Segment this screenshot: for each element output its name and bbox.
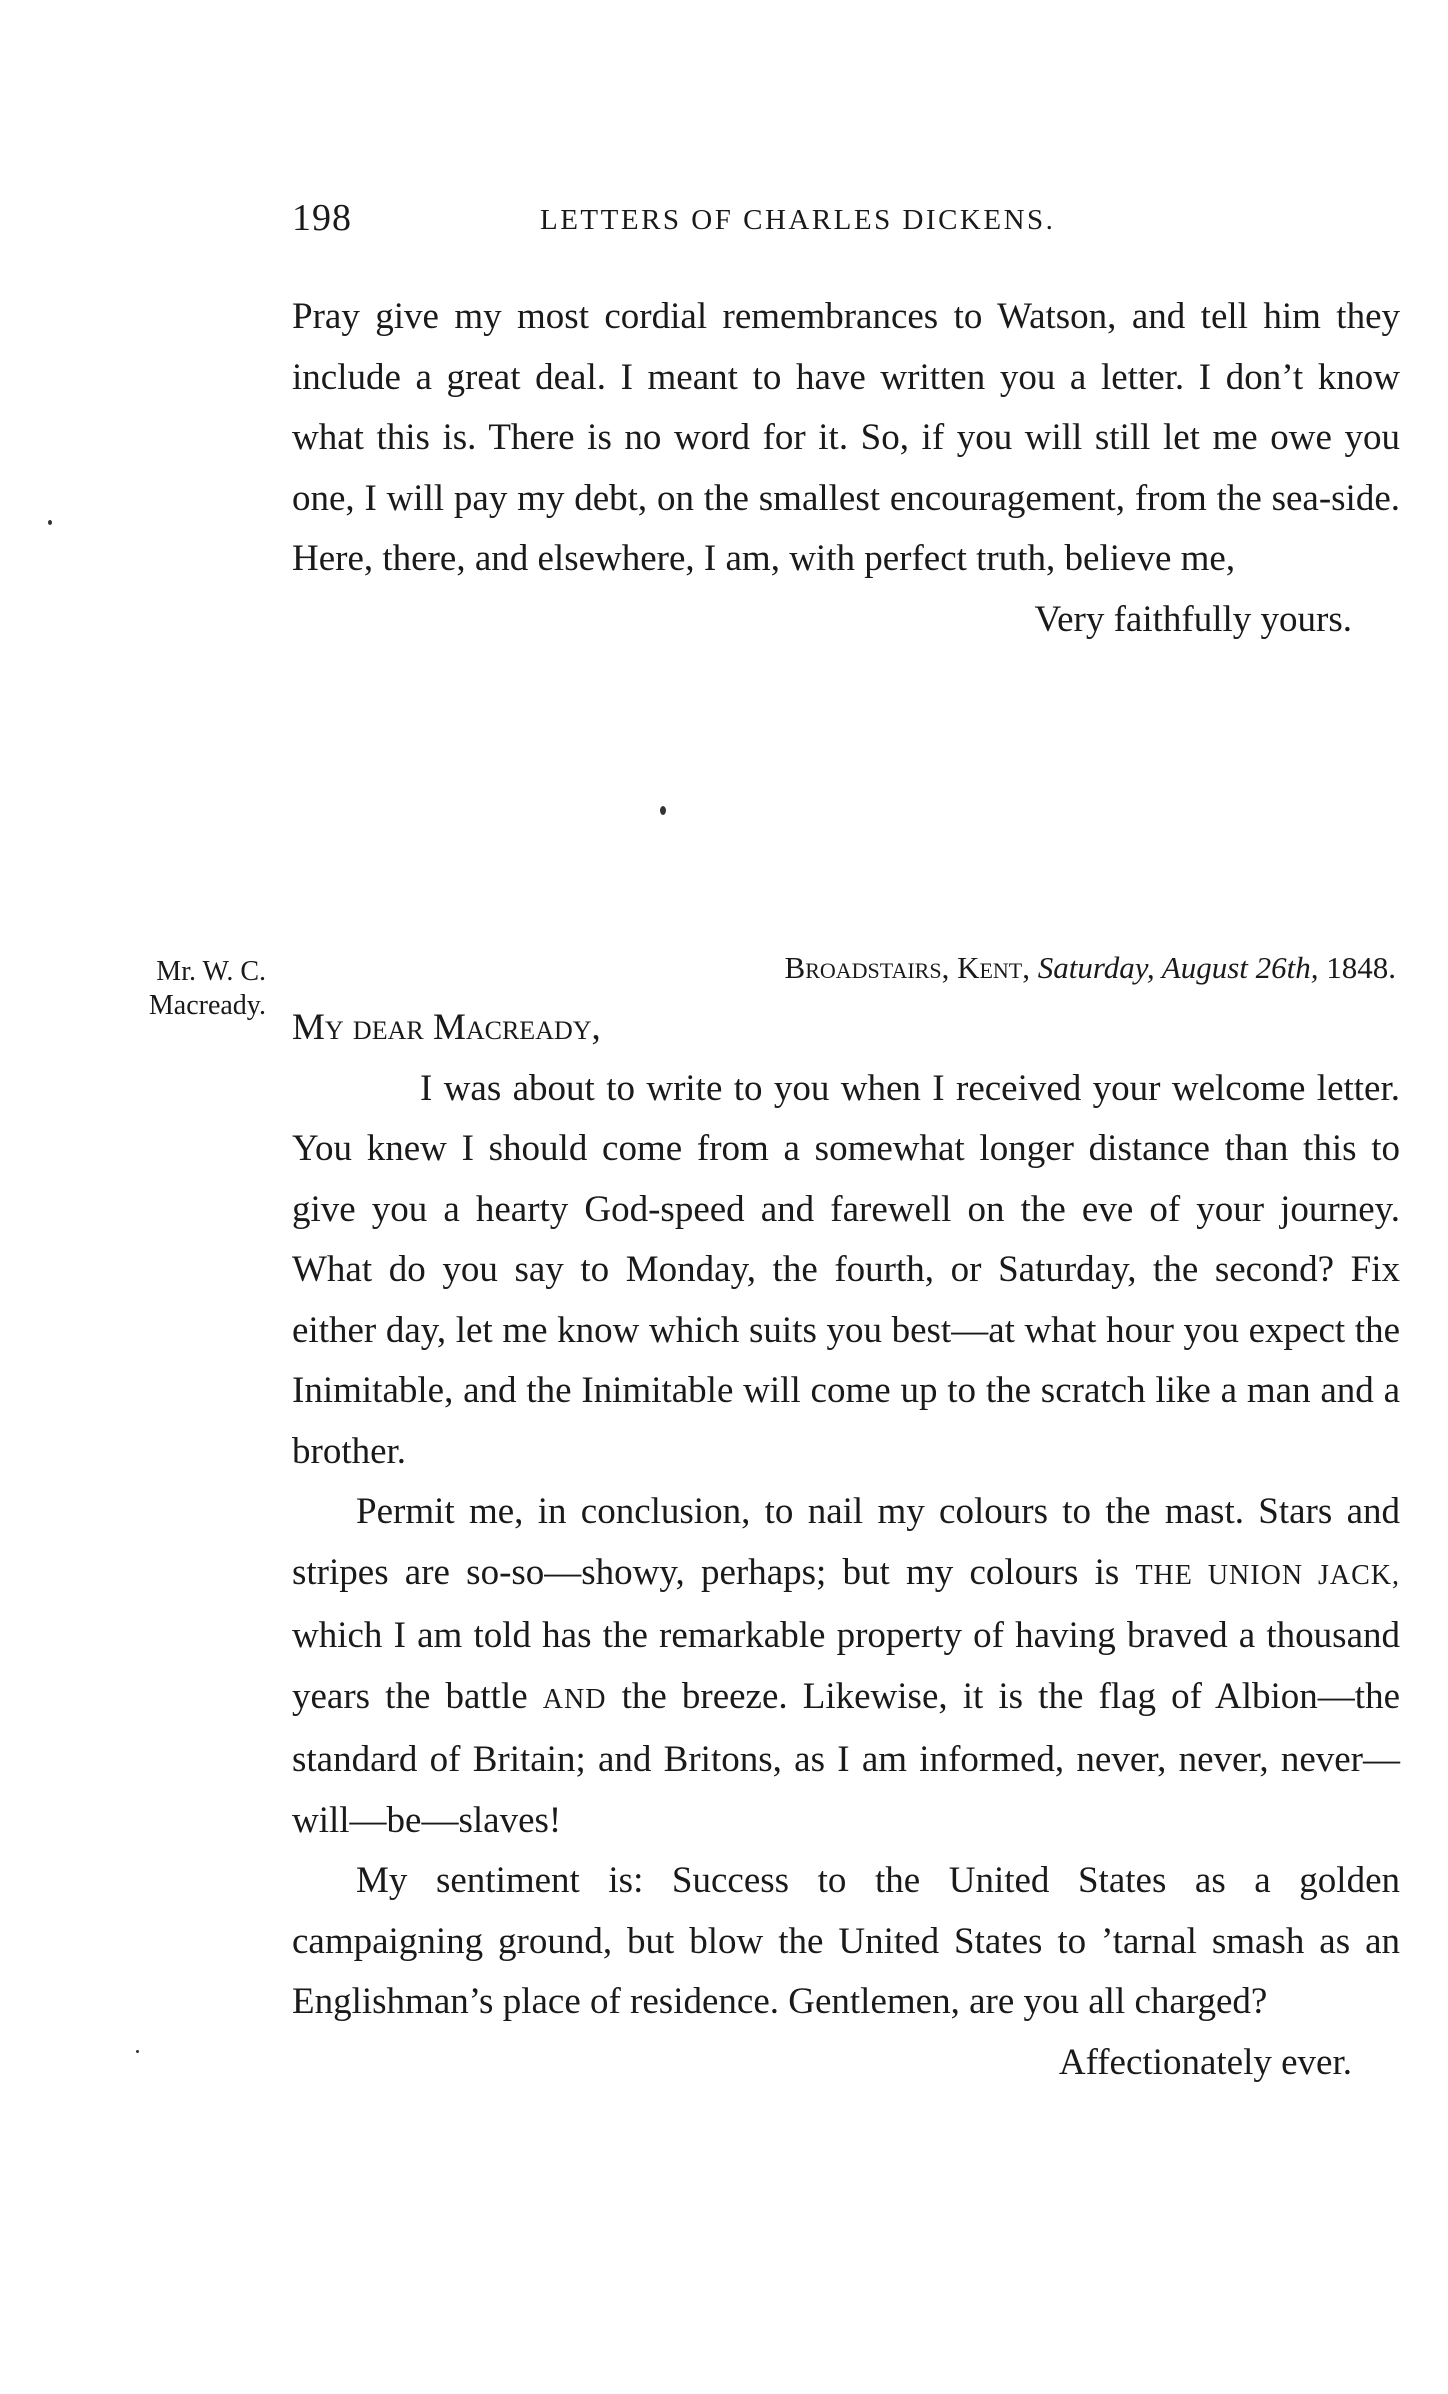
dateline-date: Saturday, August 26th, bbox=[1037, 950, 1319, 985]
letter-2 bbox=[292, 998, 1400, 2093]
margin-note-recipient bbox=[116, 955, 266, 1023]
paragraph-2-smallcaps-2: AND bbox=[542, 1683, 607, 1715]
letter-2-paragraph-1: I was about to write to you when I received your welcome letter. You knew I should come from a somewhat longer distance than this to give you a hearty God-speed and farewell on the eve of your journey. What do you say to Monday, the fourth, or Saturday, the second? Fix either day, let me know which suits you best—at what hour you expect the Inimitable, and the Inimitable will come up to the scratch like a man and a brother. bbox=[292, 1067, 1400, 1472]
letter-2-closing: Affectionately ever. bbox=[1058, 2041, 1352, 2083]
dateline-year: 1848. bbox=[1326, 950, 1396, 985]
paragraph-2-part-3: the breeze. Likewise, it is the flag of Albion—the standard of Britain; and Britons, as I am informed, never, never, never—will—be—slaves! bbox=[292, 1675, 1400, 1841]
paragraph-2-smallcaps-1: THE UNION JACK, bbox=[1135, 1559, 1400, 1591]
dateline bbox=[785, 950, 1396, 986]
letter-2-paragraph-3: My sentiment is: Success to the United States as a golden campaigning ground, but blow the United States to ’tarnal smash as an Englishman’s place of residence. Gentlemen, are you all charged? bbox=[292, 1860, 1400, 2022]
dateline-place: Broadstairs, Kent, bbox=[784, 950, 1030, 985]
ink-speck bbox=[48, 520, 52, 525]
running-title: LETTERS OF CHARLES DICKENS. bbox=[540, 204, 1056, 236]
salutation: My dear Macready, bbox=[292, 1007, 601, 1048]
letter-1-body: Pray give my most cordial remembrances to Watson, and tell him they include a great deal. I meant to have written you a letter. I don’t know what this is. There is no word for it. So, if you will still let me owe you one, I will pay my debt, on the smallest encouragement, from the sea-side. Here, there, and elsewhere, I am, with perfect truth, believe me, bbox=[292, 296, 1400, 579]
letter-1-closing: Very faithfully yours. bbox=[1034, 598, 1352, 640]
letter-1 bbox=[292, 287, 1400, 650]
ink-speck bbox=[660, 806, 666, 815]
margin-note-line-1: Mr. W. C. bbox=[156, 956, 266, 987]
page-header bbox=[0, 196, 1448, 246]
paragraph-2-part-2: which I am told has the remarkable property of having braved a thousand years the battle bbox=[292, 1615, 1400, 1717]
paragraph-2-part-1: Permit me, in conclusion, to nail my colours to the mast. Stars and stripes are so-so—showy, perhaps; but my colours is bbox=[292, 1491, 1400, 1593]
margin-note-line-2: Macready. bbox=[148, 990, 266, 1021]
ink-speck bbox=[136, 2050, 139, 2053]
page-number: 198 bbox=[292, 197, 352, 239]
letter-2-paragraph-2 bbox=[292, 1482, 1400, 1851]
